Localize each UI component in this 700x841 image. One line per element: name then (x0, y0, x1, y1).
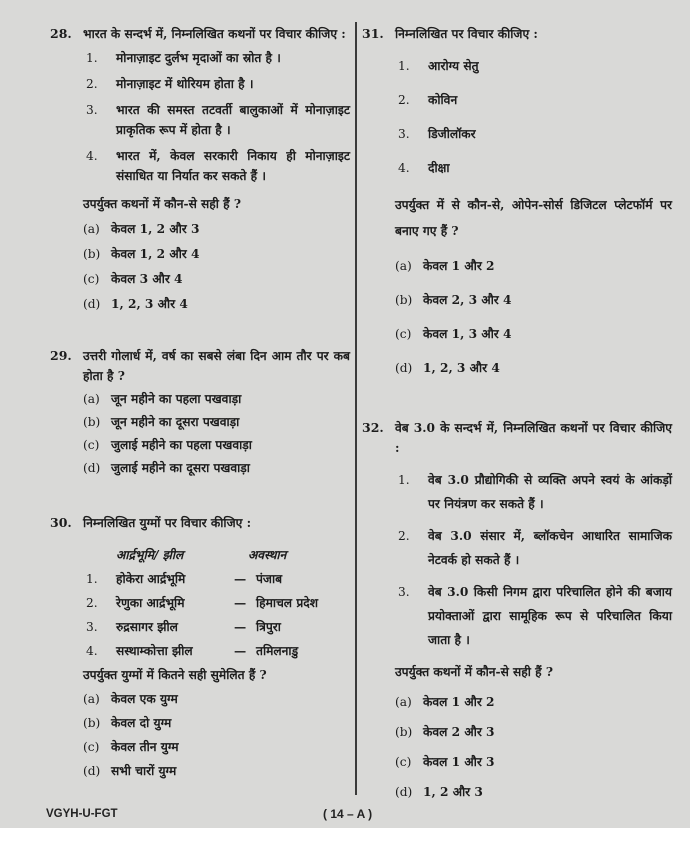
option-a[interactable]: (a) जून महीने का पहला पखवाड़ा (83, 392, 242, 406)
pair-row: 1. होकेरा आर्द्रभूमि — पंजाब (86, 572, 283, 586)
pairs-header: आर्द्रभूमि/ झील अवस्थान (116, 548, 287, 562)
page-number: ( 14 – A ) (323, 807, 373, 821)
statement: 2. वेब 3.0 संसार में, ब्लॉकचेन आधारित सामाजिक नेटवर्क हो सकते हैं । (398, 529, 672, 567)
question-number: 29. (50, 348, 72, 363)
question-number: 28. (50, 26, 72, 41)
option-d[interactable]: (d) सभी चारों युग्म (83, 764, 177, 778)
option-b[interactable]: (b) जून महीने का दूसरा पखवाड़ा (83, 415, 240, 429)
statement: 4. भारत में, केवल सरकारी निकाय ही मोनाज़ाइट संसाधित या निर्यात कर सकते हैं । (86, 149, 350, 183)
option-b[interactable]: (b) केवल 2, 3 और 4 (395, 293, 512, 307)
pair-row: 4. सस्थाम्कोत्ता झील — तमिलनाडु (86, 644, 299, 658)
question-stem: निम्नलिखित पर विचार कीजिए : (395, 27, 538, 41)
paper-code: VGYH-U-FGT (46, 808, 118, 820)
option-a[interactable]: (a) केवल 1 और 2 (395, 695, 495, 709)
statement: 2. कोविन (398, 93, 458, 107)
question-number: 30. (50, 515, 72, 530)
option-a[interactable]: (a) केवल 1 और 2 (395, 259, 495, 273)
option-c[interactable]: (c) केवल 1, 3 और 4 (395, 327, 512, 341)
option-b[interactable]: (b) केवल 2 और 3 (395, 725, 495, 739)
column-divider (355, 22, 357, 795)
option-b[interactable]: (b) केवल 1, 2 और 4 (83, 247, 200, 261)
option-d[interactable]: (d) 1, 2, 3 और 4 (395, 361, 500, 375)
question-31 (362, 24, 672, 378)
option-c[interactable]: (c) केवल तीन युग्म (83, 740, 179, 754)
option-d[interactable]: (d) 1, 2, 3 और 4 (83, 297, 188, 311)
question-29 (50, 346, 350, 478)
question-stem: उत्तरी गोलार्ध में, वर्ष का सबसे लंबा दिन आम तौर पर कब होता है ? (83, 349, 350, 383)
question-number: 32. (362, 420, 384, 435)
question-ask: उपर्युक्त में से कौन-से, ओपेन-सोर्स डिजिटल प्लेटफॉर्म पर बनाए गए हैं ? (395, 198, 672, 238)
question-ask: उपर्युक्त युग्मों में कितने सही सुमेलित हैं ? (83, 668, 267, 682)
statement: 1. वेब 3.0 प्रौद्योगिकी से व्यक्ति अपने स्वयं के आंकड़ों पर नियंत्रण कर सकते हैं । (398, 473, 672, 511)
statement: 2. मोनाज़ाइट में थोरियम होता है । (86, 77, 254, 91)
option-a[interactable]: (a) केवल 1, 2 और 3 (83, 222, 200, 236)
option-c[interactable]: (c) केवल 3 और 4 (83, 272, 183, 286)
option-d[interactable]: (d) 1, 2 और 3 (395, 785, 483, 799)
question-32 (362, 418, 672, 802)
question-30 (50, 513, 350, 781)
option-d[interactable]: (d) जुलाई महीने का दूसरा पखवाड़ा (83, 461, 250, 475)
question-stem: निम्नलिखित युग्मों पर विचार कीजिए : (83, 516, 252, 530)
question-stem: भारत के सन्दर्भ में, निम्नलिखित कथनों पर विचार कीजिए : (83, 27, 346, 41)
option-a[interactable]: (a) केवल एक युग्म (83, 692, 178, 706)
option-c[interactable]: (c) केवल 1 और 3 (395, 755, 495, 769)
option-b[interactable]: (b) केवल दो युग्म (83, 716, 172, 730)
question-28 (50, 24, 350, 314)
pair-row: 2. रेणुका आर्द्रभूमि — हिमाचल प्रदेश (86, 596, 319, 610)
pair-row: 3. रुद्रसागर झील — त्रिपुरा (86, 620, 281, 634)
statement: 4. दीक्षा (398, 161, 450, 175)
question-stem: वेब 3.0 के सन्दर्भ में, निम्नलिखित कथनों पर विचार कीजिए : (395, 421, 672, 455)
statement: 1. आरोग्य सेतु (398, 59, 479, 73)
question-number: 31. (362, 26, 384, 41)
question-ask: उपर्युक्त कथनों में कौन-से सही हैं ? (395, 665, 554, 679)
option-c[interactable]: (c) जुलाई महीने का पहला पखवाड़ा (83, 438, 252, 452)
statement: 1. मोनाज़ाइट दुर्लभ मृदाओं का स्रोत है । (86, 51, 281, 65)
statement: 3. भारत की समस्त तटवर्ती बालुकाओं में मोनाज़ाइट प्राकृतिक रूप में होता है । (86, 103, 350, 137)
statement: 3. डिजीलॉकर (398, 127, 476, 141)
question-ask: उपर्युक्त कथनों में कौन-से सही हैं ? (83, 197, 242, 211)
statement: 3. वेब 3.0 किसी निगम द्वारा परिचालित होने की बजाय प्रयोक्ताओं द्वारा सामूहिक रूप से परिचालित किया जाता है । (398, 585, 672, 647)
